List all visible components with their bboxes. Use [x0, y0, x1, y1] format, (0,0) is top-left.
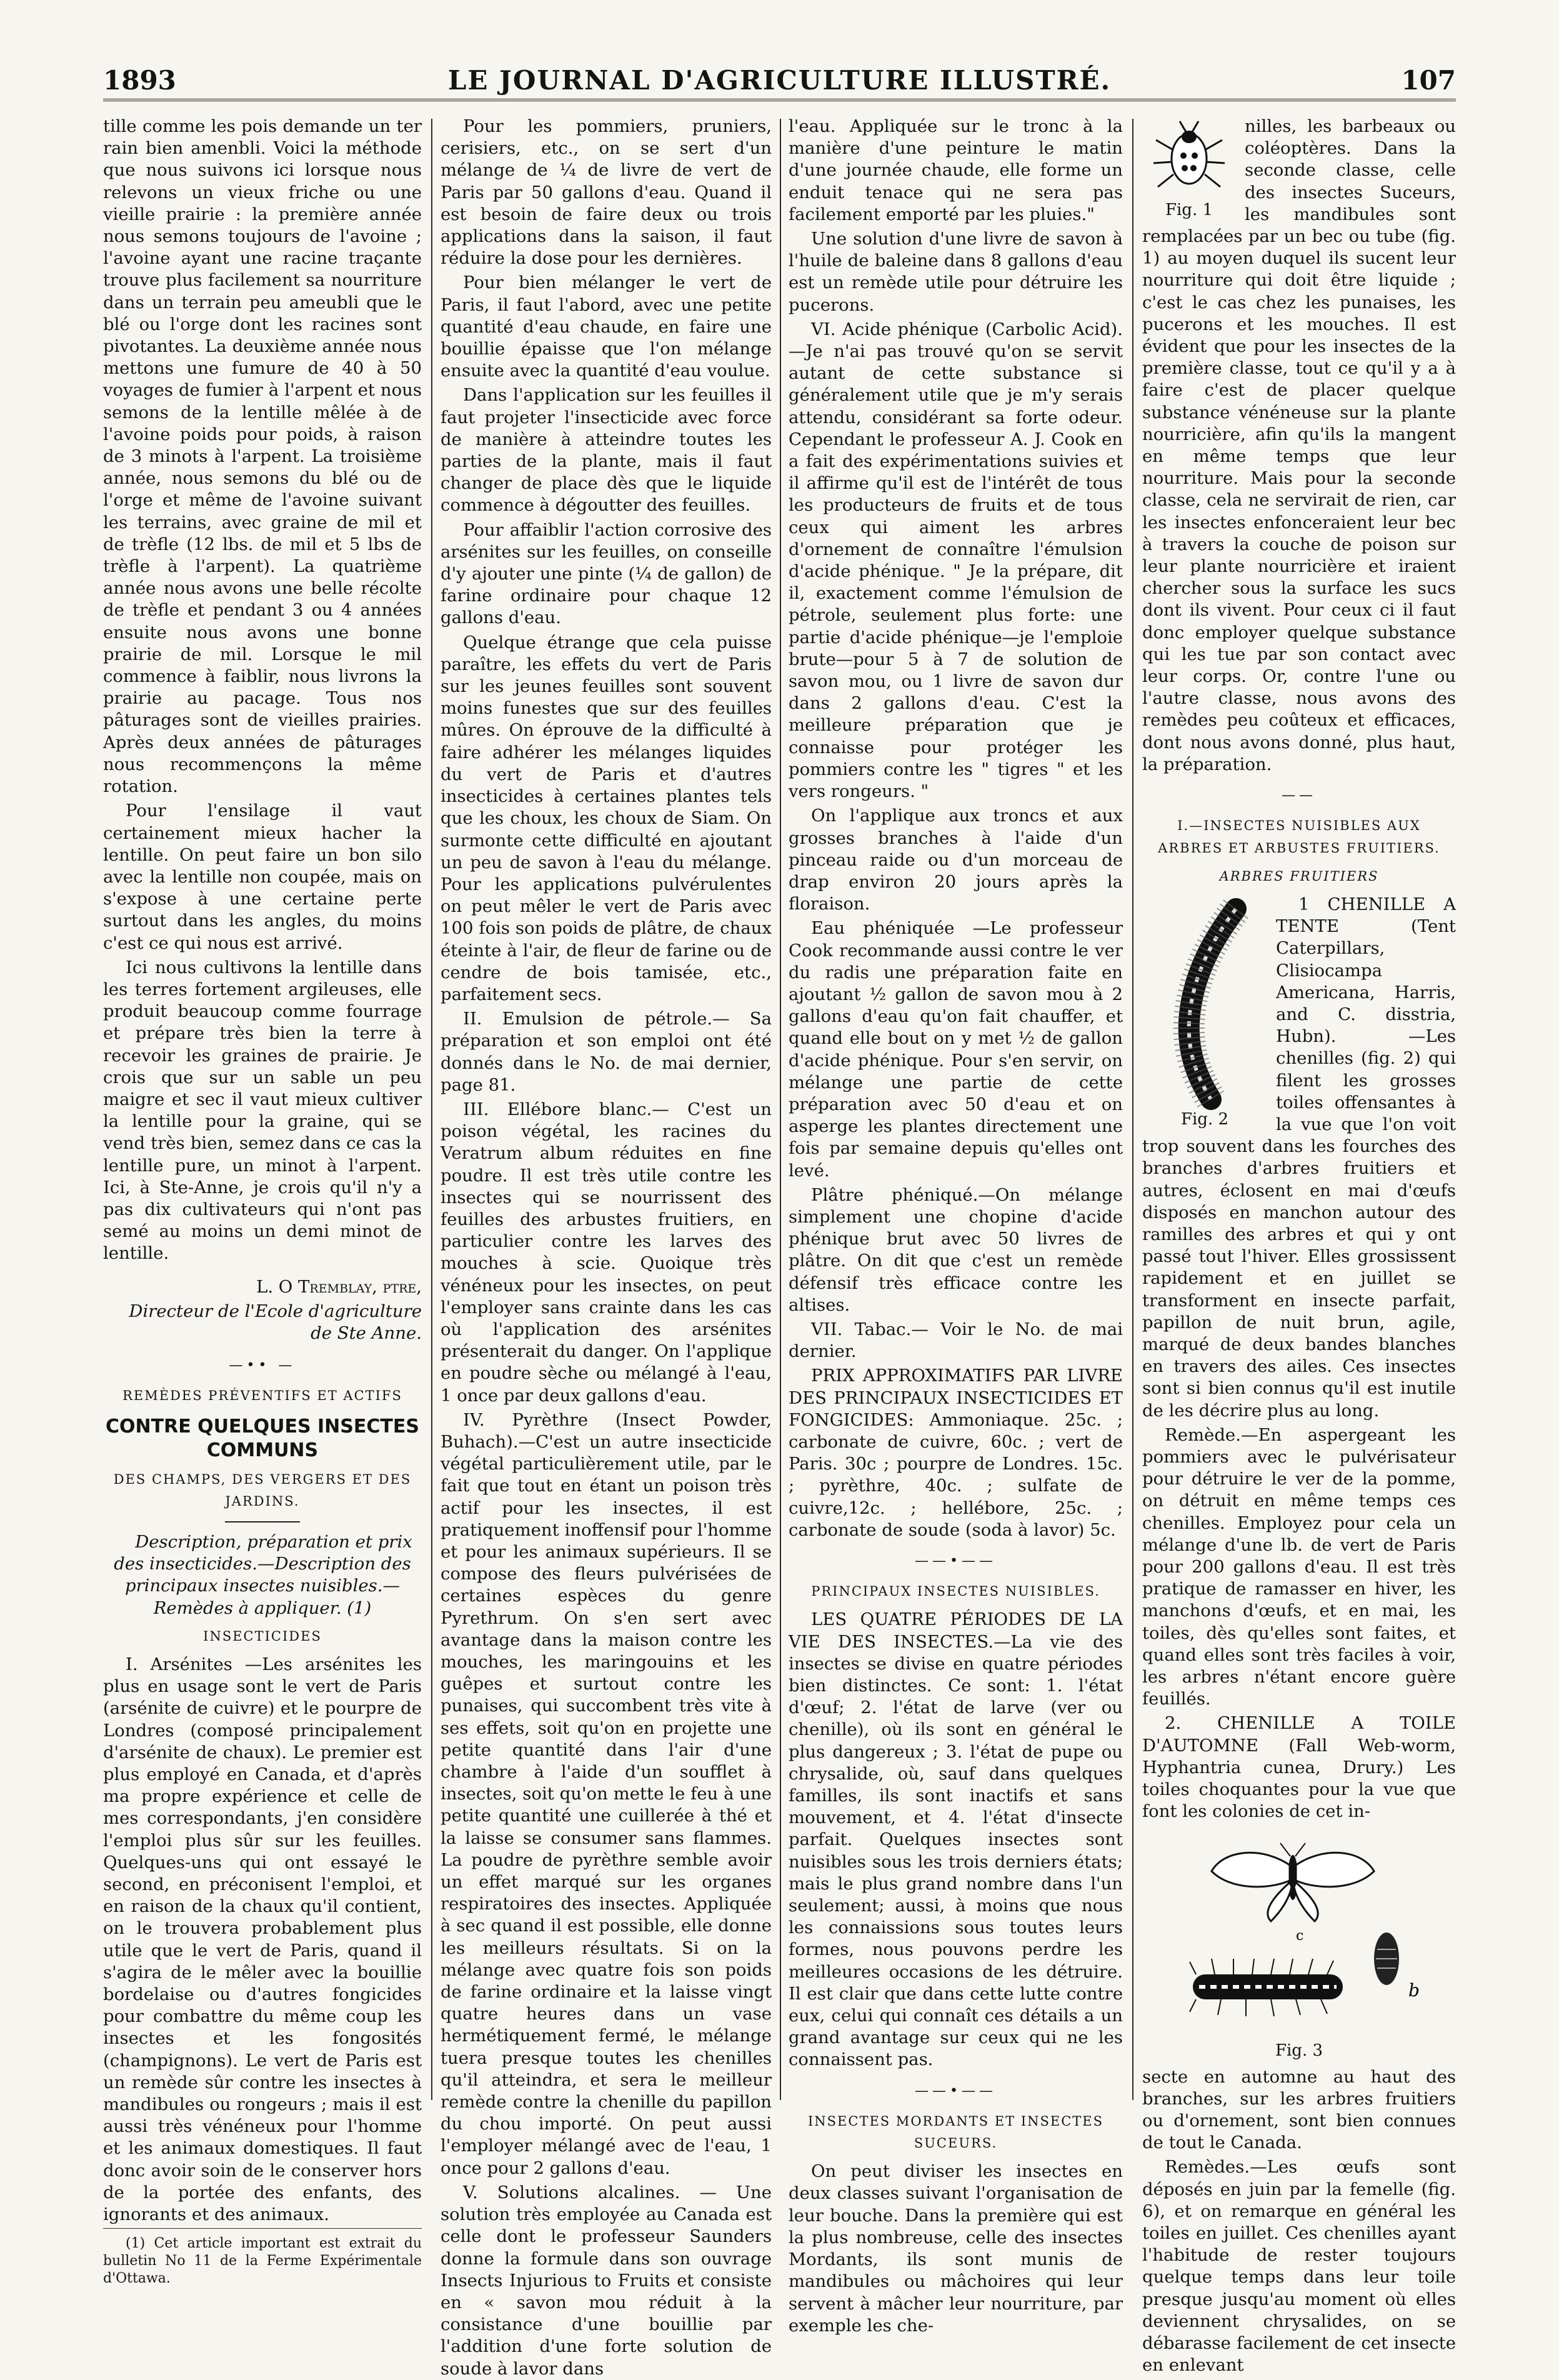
paragraph: V. Solutions alcalines. — Une solution très employée au Canada est celle dont le professeur Saunders donne la formule dans son ouvrage Insects Injurious to Fruits et consiste en « savon mou réduit à la consistance d'une bouillie par l'addition d'une forte solution de soude à lavor dans [441, 2182, 772, 2379]
separator: —•• — [229, 1358, 296, 1374]
paragraph: PRIX APPROXIMATIFS PAR LIVRE DES PRINCIPAUX INSECTICIDES ET FONGICIDES: Ammoniaque. 25c. ; carbonate de cuivre, 60c. ; vert de Paris. 30c ; pourpre de Londres. 15c. ; pyrèthre, 40c. ; sulfate de cuivre,12c. ; hellébore, 25c. ; carbonate de soude (soda à lavor) 5c. [789, 1366, 1123, 1540]
paragraph: secte en automne au haut des branches, sur les arbres fruitiers ou d'ornement, sont bien connues de tout le Canada. [1142, 2066, 1456, 2153]
paragraph: LES QUATRE PÉRIODES DE LA VIE DES INSECTES.—La vie des insectes se divise en quatre périodes bien distinctes. Ce sont: 1. l'état d'œuf; 2. l'état de larve (ver ou chenille), où ils sont en général le plus dangereux ; 3. l'état de pupe ou chrysalide, où, sauf dans quelques familles, ils sont inactifs et sans mouvement, et 4. l'état d'insecte parfait. Quelques insectes sont nuisibles sous les trois derniers états; mais le plus grand nombre dans l'un seulement; aussi, à moins que nous les connaissions sous toutes leurs formes, nous pouvons perdre les meilleures occasions de les détruire. Il est clair que dans cette lutte contre eux, celui qui connaît ces détails a un grand avantage sur ceux qui ne les connaissent pas. [789, 1609, 1123, 2070]
paragraph: Pour l'ensilage il vaut certainement mieux hacher la lentille. On peut faire un bon silo avec la lentille non coupée, mais on s'expose à une certaine perte surtout dans les angles, du moins c'est ce qui nous est arrivé. [103, 801, 422, 953]
paragraph: On peut diviser les insectes en deux classes suivant l'organisation de leur bouche. Dans la première qui est la plus nombreuse, celle des insectes Mordants, ils sont munis de mandibules ou mâchoires qui leur servent à mâcher leur nourriture, par exemple les che- [789, 2161, 1123, 2336]
paragraph: Pour affaiblir l'action corrosive des arsénites sur les feuilles, on conseille d'y ajouter une pinte (¼ de gallon) de farine ordinaire pour chaque 12 gallons d'eau. [441, 519, 772, 628]
separator: —— [1282, 788, 1317, 804]
column-1 [103, 116, 422, 2287]
figure-label-c: c [1296, 1928, 1304, 1944]
article-summary: Description, préparation et prix des insecticides.—Description des principaux insectes nuisibles.— Remèdes à appliquer. (1) [114, 1531, 412, 1618]
paragraph: Remèdes.—Les œufs sont déposés en juin par la femelle (fig. 6), et on remarque en général les toiles en juillet. Ces chenilles ayant l'habitude de rester toujours quelque temps dans leur toile presque jusqu'au moment où elles deviennent chrysalides, on se débarasse facilement de cet insecte en enlevant [1142, 2157, 1456, 2376]
column-3 [789, 116, 1123, 2336]
column-rule [780, 119, 781, 2100]
paragraph: Eau phéniquée —Le professeur Cook recommande aussi contre le ver du radis une préparation faite en ajoutant ½ gallon de savon mou à 2 gallons d'eau qu'on fait chauffer, et quand elle bout on y met ½ de gallon d'acide phénique. Pour s'en servir, on mélange une partie de cette préparation avec 50 d'eau et on asperge les plantes directement une fois par semaine depuis qu'elles ont levé. [789, 918, 1123, 1181]
paragraph: IV. Pyrèthre (Insect Powder, Buhach).—C'est un autre insecticide végétal particulièrement utile, par le fait que tout en étant un poison très actif pour les insectes, il est pratiquement inoffensif pour l'homme et pour les animaux supérieurs. Il se compose des fleurs pulvérisées de certaines espèces du genre Pyrethrum. On s'en sert avec avantage dans la maison contre les mouches, les maringouins et les guêpes et surtout contre les punaises, qui succombent très vite à ses effets, soit qu'on en projette une petite quantité dans l'air d'une chambre à l'aide d'un soufflet à insectes, soit qu'on mette le feu à une petite quantité une cuillerée à thé et la laisse se consumer sans flammes. La poudre de pyrèthre semble avoir un effet marqué sur les organes respiratoires des insectes. Appliquée à sec quand il est possible, elle donne les meilleurs résultats. Si on la mélange avec quatre fois son poids de farine ordinaire et la laisse vingt quatre heures dans un vase hermétiquement fermé, le mélange tuera presque toutes les chenilles qu'il atteindra, et sera le meilleur remède contre la chenille du papillon du chou importé. On peut aussi l'employer mélangé avec de l'eau, 1 once pour 2 gallons d'eau. [441, 1409, 772, 2178]
paragraph: Dans l'application sur les feuilles il faut projeter l'insecticide avec force de manière à atteindre toutes les parties de la plante, mais il faut changer de place dès que le liquide commence à dégoutter des feuilles. [441, 385, 772, 516]
figure-caption: Fig. 2 [1180, 1109, 1229, 1129]
journal-title: LE JOURNAL D'AGRICULTURE ILLUSTRÉ. [447, 65, 1112, 96]
masthead [103, 60, 1456, 101]
column-rule [431, 119, 432, 2100]
separator: ——•—— [915, 2082, 997, 2099]
column-4 [1142, 116, 1456, 2376]
separator: ——•—— [915, 1553, 997, 1569]
author-title: Directeur de l'Ecole d'agriculture de Ste Anne. [129, 1301, 422, 1343]
figure-2 [1142, 896, 1267, 1131]
article-headline: CONTRE QUELQUES INSECTES COMMUNS [106, 1415, 419, 1461]
paragraph: tille comme les pois demande un ter rain bien amenbli. Voici la méthode que nous suivons ici lorsque nous relevons un vieux friche ou une vieille prairie : la première année nous semons toujours de l'avoine ; l'avoine ayant une racine traçante trouve plus facilement sa nourriture dans un terrain peu ameubli que le blé ou l'orge dont les racines sont pivotantes. La deuxième année nous mettons une fumure de 40 à 50 voyages de fumier à l'arpent et nous semons de la lentille mêlée à de l'avoine poids pour poids, à raison de 3 minots à l'arpent. La troisième année, nous semons du blé ou de l'orge et même de l'avoine suivant les terrains, avec graine de mil et de trèfle (12 lbs. de mil et 5 lbs de trèfle à l'arpent). La quatrième année nous avons une belle récolte de trèfle et pendant 3 ou 4 années ensuite nous avons une bonne prairie de mil. Lorsque le mil commence à faiblir, nous livrons la prairie au pacage. Tous nos pâturages sont de vieilles prairies. Après deux années de pâturages nous recommençons la même rotation. [103, 116, 422, 797]
tent-caterpillar-illustration [1142, 896, 1267, 1109]
author-signature: L. O Tremblay, ptre, [256, 1276, 422, 1297]
paragraph: Pour bien mélanger le vert de Paris, il faut l'abord, avec une petite quantité d'eau chaude, en faire une bouillie épaisse que l'on mélange ensuite avec la quantité d'eau voulue. [441, 272, 772, 381]
paragraph: VI. Acide phénique (Carbolic Acid). —Je n'ai pas trouvé qu'on se servit autant de cette substance si généralement utile que je m'y serais attendu, considérant sa forte odeur. Cependant le professeur A. J. Cook en a fait des expérimentations suivies et il affirme qu'il est de l'intérêt de tous les producteurs de fruits et de tous ceux qui aiment les arbres d'ornement de connaître l'émulsion d'acide phénique. " Je la prépare, dit il, exactement comme l'émulsion de pétrole, seulement plus forte: une partie d'acide phénique—je l'emploie brute—pour 5 à 7 de solution de savon mou, ou 1 livre de savon dur dans 2 gallons d'eau. C'est la meilleure préparation que je connaisse pour protéger les pommiers contre les " tigres " et les vers rongeurs. " [789, 319, 1123, 802]
paragraph: Plâtre phéniqué.—On mélange simplement une chopine d'acide phénique brut avec 50 livres de plâtre. On dit que c'est un remède défensif très efficace contre les altises. [789, 1184, 1123, 1315]
sucking-bug-illustration [1142, 118, 1236, 199]
paragraph: III. Ellébore blanc.— C'est un poison végétal, les racines du Veratrum album réduites en fine poudre. Il est très utile contre les insectes qui se nourrissent des feuilles des arbustes fruitiers, en particulier contre les larves des mouches à scie. Quoique très vénéneux pour les insectes, on peut l'employer sans crainte dans les cas où l'application des arsénites présenterait du danger. On l'applique en poudre sèche ou mélangé à l'eau, 1 once par deux gallons d'eau. [441, 1099, 772, 1406]
section-heading: INSECTICIDES [203, 1628, 322, 1644]
column-rule [1132, 119, 1133, 2100]
section-heading: I.—INSECTES NUISIBLES AUX ARBRES ET ARBUSTES FRUITIERS. [1158, 818, 1440, 856]
fall-webworm-illustration [1168, 1834, 1430, 2040]
page-number: 107 [1401, 65, 1456, 96]
figure-3 [1142, 1834, 1456, 2062]
column-2 [441, 116, 772, 2379]
footnote: (1) Cet article important est extrait du bulletin No 11 de la Ferme Expérimentale d'Ottawa. [103, 2228, 422, 2288]
article-kicker: REMÈDES PRÉVENTIFS ET ACTIFS [122, 1388, 402, 1404]
paragraph: nilles, les barbeaux ou coléoptères. Dans la seconde classe, celle des insectes Suceurs, les mandibules sont remplacées par un bec ou tube (fig. 1) au moyen duquel ils sucent leur nourriture qui doit être liquide ; c'est le cas chez les punaises, les pucerons et les mouches. Il est évident que pour les insectes de la première classe, tout ce qu'il y a à faire c'est de placer quelque substance vénéneuse sur la plante nourricière, afin qu'ils la mangent en même temps que leur nourriture. Mais pour la seconde classe, cela ne servirait de rien, car les insectes enfonceraient leur bec à travers la couche de poison sur leur plante nourricière et iraient chercher sous la surface les sucs dont ils vivent. Pour ceux ci il faut donc employer quelque substance qui les tue par son contact avec leur corps. Or, contre l'une ou l'autre classe, nous avons des remèdes peu coûteux et efficaces, dont nous avons donné, plus haut, la préparation. [1142, 116, 1456, 774]
section-heading: PRINCIPAUX INSECTES NUISIBLES. [811, 1584, 1100, 1599]
divider [225, 1521, 300, 1522]
paragraph: Une solution d'une livre de savon à l'huile de baleine dans 8 gallons d'eau est un remède utile pour détruire les pucerons. [789, 229, 1123, 315]
figure-1 [1142, 118, 1236, 221]
issue-year: 1893 [103, 65, 176, 96]
paragraph: Remède.—En aspergeant les pommiers avec le pulvérisateur pour détruire le ver de la pomme, on détruit en même temps ces chenilles. Employez pour cela un mélange d'une lb. de vert de Paris pour 200 gallons d'eau. Il est très pratique de ramasser en hiver, les manchons d'œufs, et en mai, les toiles, dès qu'elles sont faites, et quand elles sont très faciles à voir, les arbres n'étant encore guère feuillés. [1142, 1424, 1456, 1709]
section-heading: INSECTES MORDANTS ET INSECTES SUCEURS. [807, 2113, 1104, 2151]
figure-caption: Fig. 3 [1275, 2041, 1323, 2061]
paragraph: On l'applique aux troncs et aux grosses branches à l'aide d'un pinceau raide ou d'un morceau de drap environ 20 jours après la floraison. [789, 806, 1123, 914]
paragraph: Quelque étrange que cela puisse paraître, les effets du vert de Paris sur les jeunes feuilles sont souvent moins funestes que sur des feuilles mûres. On éprouve de la difficulté à faire adhérer les mélanges liquides du vert de Paris et d'autres insecticides à certaines plantes tels que les choux, les choux de Siam. On surmonte cette difficulté en ajoutant un peu de savon à l'eau du mélange. Pour les applications pulvérulentes on peut mêler le vert de Paris avec 100 fois son poids de plâtre, de chaux éteinte à l'air, de fleur de farine ou de cendre de bois tamisée, etc., parfaitement secs. [441, 632, 772, 1004]
article-subhead: DES CHAMPS, DES VERGERS ET DES JARDINS. [113, 1471, 412, 1509]
paragraph: I. Arsénites —Les arsénites les plus en usage sont le vert de Paris (arsénite de cuivre) et le pourpre de Londres (composé principalement d'arsénite de chaux). Le premier est plus employé en Canada, et d'après ma propre expérience et celle de mes correspondants, j'en considère l'emploi plus sûr sur les feuilles. Quelques-uns qui ont essayé le second, en préconisent l'emploi, et en raison de la chaux qu'il contient, on le trouvera probablement plus utile que le vert de Paris, quand il s'agira de le mêler avec la bouillie bordelaise ou d'autres fongicides pour combattre du même coup les insectes et les fongosités (champignons). Le vert de Paris est un remède sûr contre les insectes à mandibules ou rongeurs ; mais il est aussi très vénéneux pour l'homme et les animaux domestiques. Il faut donc avoir soin de le conserver hors de la portée des enfants, des ignorants et des animaux. [103, 1654, 422, 2225]
subsection-heading: ARBRES FRUITIERS [1219, 868, 1379, 884]
paragraph: 2. CHENILLE A TOILE D'AUTOMNE (Fall Web-worm, Hyphantria cunea, Drury.) Les toiles choquantes pour la vue que font les colonies de cet in- [1142, 1713, 1456, 1822]
paragraph: Pour les pommiers, pruniers, cerisiers, etc., on se sert d'un mélange de ¼ de livre de vert de Paris par 50 gallons d'eau. Quand il est besoin de faire deux ou trois applications dans la saison, il faut réduire la dose pour les dernières. [441, 116, 772, 269]
paragraph: Ici nous cultivons la lentille dans les terres fortement argileuses, elle produit beaucoup comme fourrage et prépare très bien la terre à recevoir les graines de prairie. Je crois que sur un sable un peu maigre et sec il vaut mieux cultiver la lentille pour la graine, qui se vend très bien, semez dans ce cas la lentille pure, un minot à l'arpent. Ici, à Ste-Anne, je crois qu'il n'y a pas dix cultivateurs qui n'ont pas semé au moins un demi minot de lentille. [103, 957, 422, 1264]
paragraph: II. Emulsion de pétrole.— Sa préparation et son emploi ont été donnés dans le No. de mai dernier, page 81. [441, 1009, 772, 1095]
paragraph: VII. Tabac.— Voir le No. de mai dernier. [789, 1319, 1123, 1362]
paragraph: l'eau. Appliquée sur le tronc à la manière d'une peinture le matin d'une journée chaude, elle forme un enduit tenace qui ne sera pas facilement emporté par les pluies." [789, 116, 1123, 224]
figure-label-b: b [1408, 1980, 1420, 2001]
paragraph: 1 CHENILLE A TENTE (Tent Caterpillars, Clisiocampa Americana, Harris, and C. disstria, Hubn). —Les chenilles (fig. 2) qui filent les grosses toiles offensantes à la vue que l'on voit trop souvent dans les fourches des branches d'arbres fruitiers et autres, éclosent en mai d'œufs disposés en manchon autour des ramilles des arbres et qui y ont passé tout l'hiver. Elles grossissent rapidement et en juillet se transforment en insecte parfait, papillon de nuit brun, agile, marqué de deux bandes blanches en travers des ailes. Ces insectes sont si bien connus qu'il est inutile de les décrire plus au long. [1142, 894, 1456, 1421]
figure-caption: Fig. 1 [1165, 201, 1213, 219]
